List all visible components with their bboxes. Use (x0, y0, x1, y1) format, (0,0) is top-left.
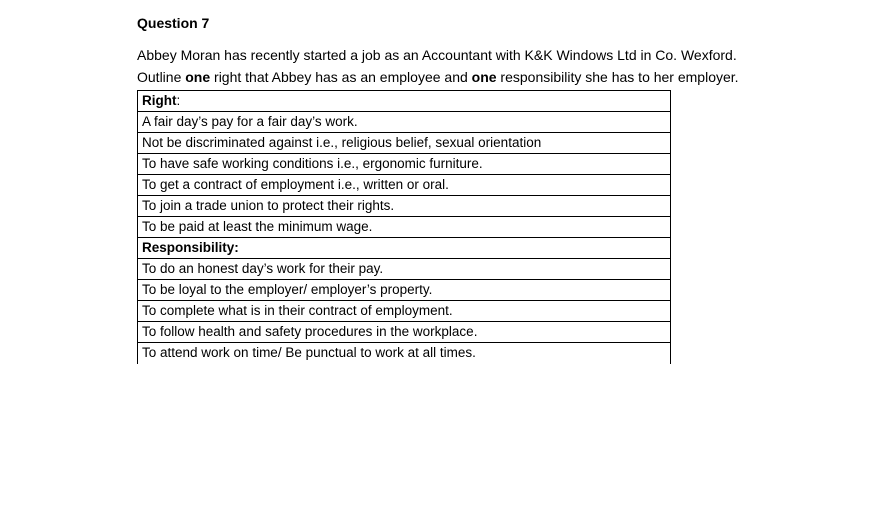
table-row (138, 154, 671, 175)
rights-heading-colon: : (176, 93, 181, 108)
responsibilities-heading-row (138, 238, 671, 259)
intro-text-part-3: responsibility she has to her employer. (496, 69, 739, 85)
document-page (137, 14, 777, 364)
responsibilities-heading: Responsibility: (142, 240, 239, 255)
table-row (138, 112, 671, 133)
right-item: A fair day’s pay for a fair day’s work. (138, 112, 671, 133)
question-intro-line-2 (137, 66, 777, 88)
rights-heading: Right (142, 93, 177, 108)
responsibility-item: To attend work on time/ Be punctual to work at all times. (138, 343, 671, 364)
responsibility-item: To follow health and safety procedures in the workplace. (138, 322, 671, 343)
intro-emphasis-one-right: one (185, 69, 211, 85)
right-item: To be paid at least the minimum wage. (138, 217, 671, 238)
question-intro-line-1: Abbey Moran has recently started a job as an Accountant with K&K Windows Ltd in Co. Wexford. (137, 47, 737, 63)
table-row (138, 259, 671, 280)
right-item: To get a contract of employment i.e., written or oral. (138, 175, 671, 196)
rights-heading-row (138, 91, 671, 112)
table-row (138, 280, 671, 301)
right-item: To join a trade union to protect their rights. (138, 196, 671, 217)
responsibility-item: To complete what is in their contract of employment. (138, 301, 671, 322)
responsibility-item: To be loyal to the employer/ employer’s property. (138, 280, 671, 301)
responsibilities-heading-cell (138, 238, 671, 259)
table-row (138, 217, 671, 238)
right-item: Not be discriminated against i.e., religious belief, sexual orientation (138, 133, 671, 154)
table-row (138, 322, 671, 343)
intro-text-part-1: Outline (137, 69, 186, 85)
intro-text-part-2: right that Abbey has as an employee and (210, 69, 472, 85)
question-title: Question 7 (137, 15, 210, 31)
table-row (138, 301, 671, 322)
table-row (138, 133, 671, 154)
right-item: To have safe working conditions i.e., ergonomic furniture. (138, 154, 671, 175)
table-row (138, 196, 671, 217)
table-row (138, 343, 671, 364)
intro-emphasis-one-responsibility: one (471, 69, 497, 85)
responsibility-item: To do an honest day’s work for their pay. (138, 259, 671, 280)
answers-table (137, 90, 671, 364)
rights-heading-cell (138, 91, 671, 112)
table-row (138, 175, 671, 196)
